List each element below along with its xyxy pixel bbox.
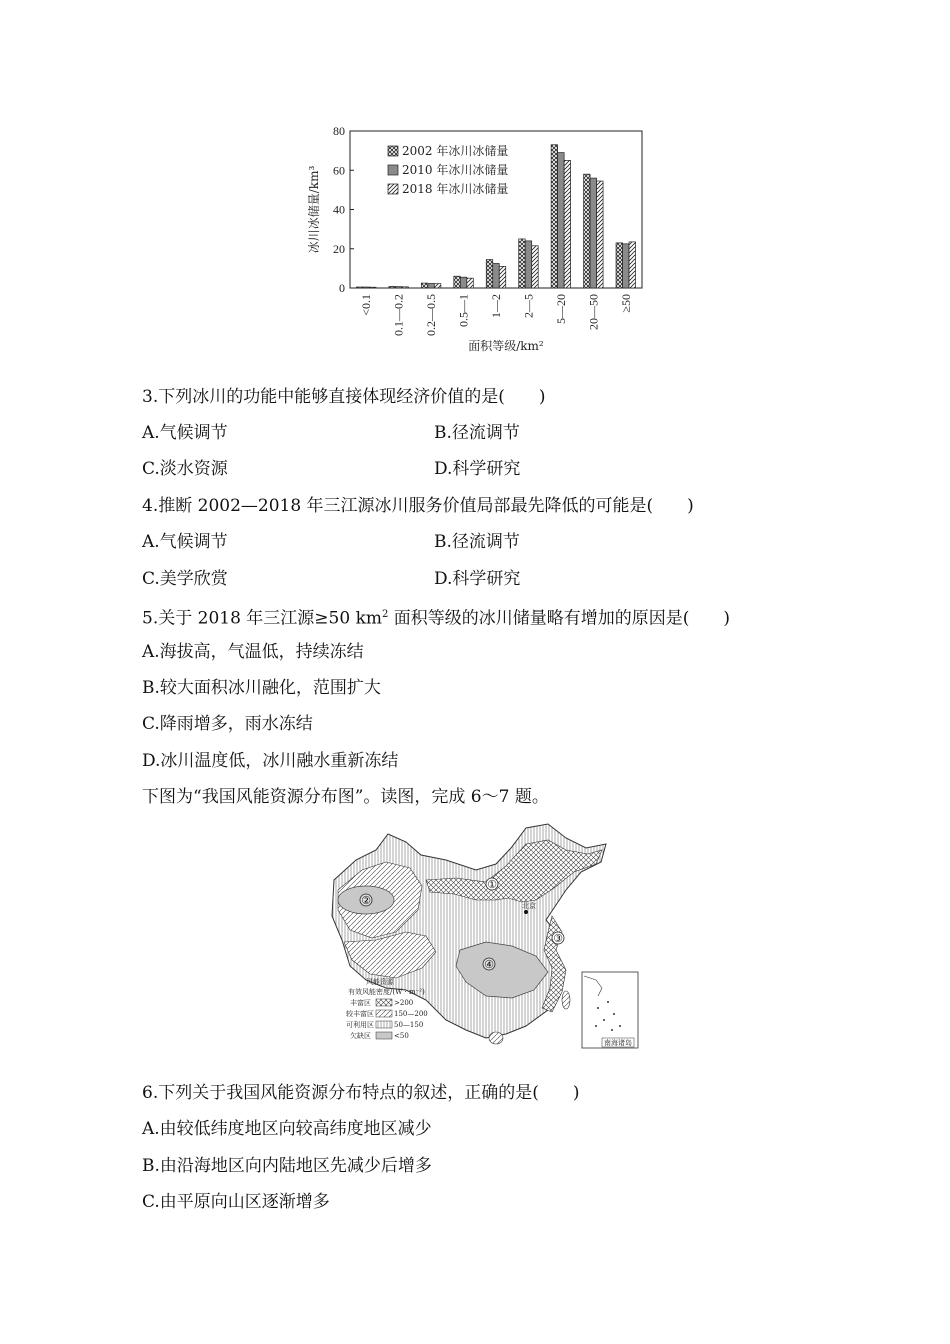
bar (616, 243, 623, 288)
bar (434, 284, 441, 288)
x-tick-label: 5—20 (553, 294, 568, 324)
legend-swatch (388, 146, 398, 156)
question-5-stem (142, 604, 730, 630)
map-svg (326, 820, 644, 1052)
legend-item-rich: 丰富区 (350, 999, 371, 1007)
y-tick-label: 80 (333, 124, 345, 138)
legend-label: 2018 年冰川冰储量 (402, 182, 509, 196)
bar (369, 287, 376, 288)
legend-item-deficient: 欠缺区 (350, 1032, 371, 1040)
y-axis-label: 冰川冰储量/km³ (307, 165, 321, 254)
beijing-label: 北京 (522, 902, 536, 910)
legend-swatch-deficient (376, 1032, 392, 1039)
x-tick-label: 0.2—0.5 (424, 294, 439, 336)
wind-resource-map (326, 820, 644, 1052)
legend-range-richer: 150—200 (394, 1010, 428, 1018)
bar (467, 278, 474, 288)
marker-2: ② (361, 894, 371, 907)
question-4-option-d[interactable]: D.科学研究 (434, 569, 521, 589)
legend-range-rich: >200 (394, 999, 414, 1007)
bar (551, 145, 558, 288)
bar (486, 260, 493, 288)
question-3-option-b[interactable]: B.径流调节 (434, 423, 520, 443)
bar (564, 160, 571, 288)
question-3-option-a[interactable]: A.气候调节 (142, 423, 228, 443)
inset-label: 南海诸岛 (604, 1039, 632, 1047)
legend-swatch-rich (376, 999, 392, 1006)
bar (558, 153, 565, 288)
bar (629, 242, 636, 288)
bar (363, 287, 370, 288)
x-tick-label: 1—2 (489, 294, 503, 318)
legend-range-usable: 50—150 (394, 1021, 424, 1029)
bar (499, 266, 506, 288)
question-3-option-c[interactable]: C.淡水资源 (142, 459, 228, 479)
bar (421, 283, 428, 288)
bar (460, 277, 467, 288)
glacier-ice-storage-chart (296, 118, 656, 368)
question-5-stem-before: 5.关于 2018 年三江源≥50 km (142, 608, 382, 629)
question-6-option-b[interactable]: B.由沿海地区向内陆地区先减少后增多 (142, 1156, 432, 1176)
bar (525, 241, 532, 288)
question-5-option-a[interactable]: A.海拔高，气温低，持续冻结 (142, 642, 364, 662)
question-3-stem: 3.下列冰川的功能中能够直接体现经济价值的是( ) (142, 387, 546, 407)
x-tick-label: 20—50 (586, 294, 601, 330)
bar (590, 178, 597, 288)
marker-3: ③ (553, 932, 563, 945)
x-axis-label: 面积等级/km² (468, 339, 544, 353)
beijing-dot (524, 910, 528, 914)
legend-swatch-richer (376, 1010, 392, 1017)
bar (584, 174, 591, 288)
y-tick-label: 60 (333, 163, 345, 178)
y-tick-label: 0 (339, 281, 345, 295)
question-4-option-c[interactable]: C.美学欣赏 (142, 569, 228, 589)
x-tick-label: 0.1—0.2 (391, 294, 406, 336)
x-tick-label: 2—5 (521, 294, 536, 318)
legend-item-richer: 较丰富区 (346, 1010, 374, 1018)
legend-item-usable: 可利用区 (346, 1021, 374, 1029)
legend-swatch (388, 165, 398, 175)
question-4-option-b[interactable]: B.径流调节 (434, 532, 520, 552)
bar (519, 239, 526, 288)
x-tick-label: ≥50 (618, 294, 633, 313)
bar (597, 181, 604, 288)
inset-frame (582, 972, 638, 1048)
taiwan-island (562, 991, 570, 1009)
chart-svg (296, 118, 656, 368)
question-5-option-c[interactable]: C.降雨增多，雨水冻结 (142, 714, 313, 734)
bar (402, 287, 409, 288)
hainan-island (489, 1032, 503, 1044)
marker-1: ① (487, 878, 497, 891)
question-5-stem-sup: 2 (382, 609, 389, 620)
question-6-option-a[interactable]: A.由较低纬度地区向较高纬度地区减少 (142, 1119, 432, 1139)
marker-4: ④ (484, 958, 494, 971)
bar (389, 286, 396, 288)
bar (356, 287, 363, 288)
question-4-stem: 4.推断 2002—2018 年三江源冰川服务价值局部最先降低的可能是( ) (142, 496, 694, 516)
question-6-stem: 6.下列关于我国风能资源分布特点的叙述，正确的是( ) (142, 1083, 580, 1103)
legend-swatch (388, 184, 398, 194)
question-4-option-a[interactable]: A.气候调节 (142, 532, 228, 552)
legend-range-deficient: <50 (394, 1032, 409, 1040)
bar (428, 283, 435, 288)
question-5-option-d[interactable]: D.冰川温度低，冰川融水重新冻结 (142, 751, 399, 771)
map-intro: 下图为“我国风能资源分布图”。读图，完成 6～7 题。 (142, 787, 549, 807)
question-5-option-b[interactable]: B.较大面积冰川融化，范围扩大 (142, 678, 381, 698)
legend-label: 2002 年冰川冰储量 (402, 144, 509, 158)
bar (532, 246, 539, 288)
x-tick-label: <0.1 (359, 294, 374, 316)
bar (493, 263, 500, 288)
legend-label: 2010 年冰川冰储量 (402, 163, 509, 177)
legend-title: 风能资源 (366, 978, 394, 986)
question-6-option-c[interactable]: C.由平原向山区逐渐增多 (142, 1192, 330, 1212)
legend-subtitle: 有效风能密度/(W · m⁻²) (348, 988, 425, 996)
bar (395, 287, 402, 288)
y-tick-label: 40 (333, 202, 345, 217)
bar (623, 244, 630, 288)
question-3-option-d[interactable]: D.科学研究 (434, 459, 521, 479)
x-tick-label: 0.5—1 (456, 294, 471, 327)
bar (454, 276, 461, 288)
y-tick-label: 20 (333, 241, 345, 256)
question-5-stem-after: 面积等级的冰川储量略有增加的原因是( ) (388, 608, 731, 629)
legend-swatch-usable (376, 1021, 392, 1028)
